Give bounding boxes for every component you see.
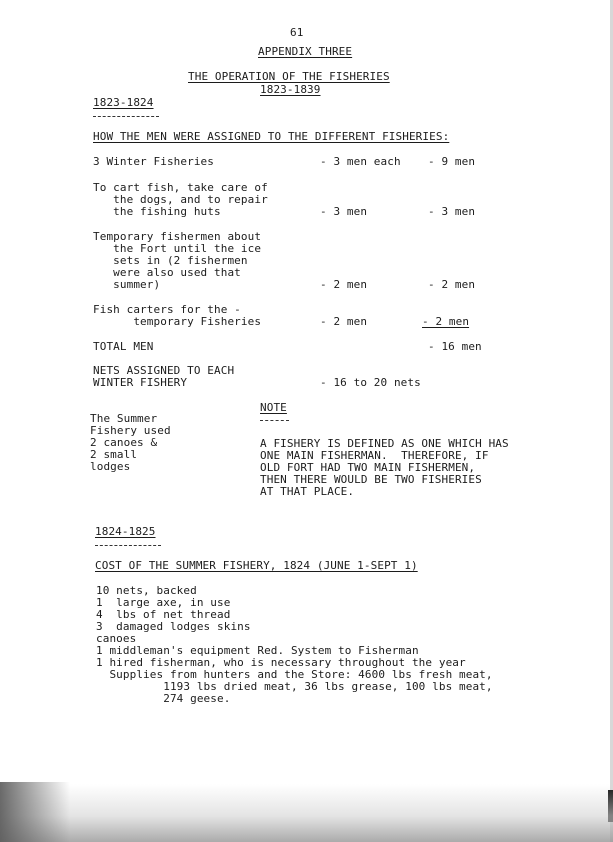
- cost-item: canoes: [96, 632, 137, 645]
- row-label: To cart fish, take care of: [93, 181, 268, 194]
- section2-year: 1824-1825: [95, 525, 156, 538]
- cost-item: 1 large axe, in use: [96, 596, 231, 609]
- main-title: THE OPERATION OF THE FISHERIES: [188, 70, 390, 83]
- row-men-total: - 2 men: [422, 315, 470, 328]
- row-label: the dogs, and to repair: [93, 193, 268, 206]
- cost-item: 274 geese.: [96, 692, 231, 705]
- row-label: 3 Winter Fisheries: [93, 155, 215, 168]
- cost-item: 1 hired fisherman, who is necessary throughout the year: [96, 656, 466, 669]
- row-label: sets in (2 fishermen: [93, 254, 248, 267]
- side-note-line: Fishery used: [90, 424, 171, 437]
- total-label: TOTAL MEN: [93, 340, 154, 353]
- cost-item: 1 middleman's equipment Red. System to Fisherman: [96, 644, 419, 657]
- nets-value: - 16 to 20 nets: [320, 376, 421, 389]
- row-men-each: - 3 men: [320, 205, 368, 218]
- cost-item: 3 damaged lodges skins: [96, 620, 251, 633]
- row-label: Fish carters for the -: [93, 303, 241, 316]
- row-label: temporary Fisheries: [93, 315, 262, 328]
- row-label: Temporary fishermen about: [93, 230, 262, 243]
- note-text-line: A FISHERY IS DEFINED AS ONE WHICH HAS: [260, 437, 509, 450]
- row-men-each: - 2 men: [320, 278, 368, 291]
- section2-heading: COST OF THE SUMMER FISHERY, 1824 (JUNE 1-SEPT 1): [95, 559, 418, 572]
- total-value: - 16 men: [428, 340, 482, 353]
- note-text-line: ONE MAIN FISHERMAN. THEREFORE, IF: [260, 449, 489, 462]
- section1-year: 1823-1824: [93, 96, 154, 109]
- nets-label: NETS ASSIGNED TO EACH: [93, 364, 235, 377]
- cost-item: 4 lbs of net thread: [96, 608, 231, 621]
- row-label: summer): [93, 278, 161, 291]
- cost-item: 10 nets, backed: [96, 584, 197, 597]
- note-text-line: AT THAT PLACE.: [260, 485, 355, 498]
- side-note-line: 2 small: [90, 448, 138, 461]
- section1-year-rule: [93, 116, 159, 117]
- row-men-total: - 3 men: [428, 205, 476, 218]
- scan-bottom-shadow: [0, 784, 613, 842]
- page-number: 61: [290, 26, 304, 39]
- side-note-line: lodges: [90, 460, 131, 473]
- row-men-each: - 3 men each: [320, 155, 401, 168]
- main-years: 1823-1839: [260, 83, 321, 96]
- row-label: were also used that: [93, 266, 241, 279]
- note-heading: NOTE: [260, 401, 287, 414]
- row-label: the Fort until the ice: [93, 242, 262, 255]
- cost-item: 1193 lbs dried meat, 36 lbs grease, 100 lbs meat,: [96, 680, 493, 693]
- section2-year-rule: [95, 545, 161, 546]
- nets-label: WINTER FISHERY: [93, 376, 188, 389]
- scan-corner-shadow: [0, 782, 70, 842]
- appendix-title: APPENDIX THREE: [258, 45, 353, 58]
- note-heading-rule: [260, 420, 289, 421]
- cost-item: Supplies from hunters and the Store: 4600 lbs fresh meat,: [96, 668, 493, 681]
- side-note-line: The Summer: [90, 412, 158, 425]
- note-text-line: THEN THERE WOULD BE TWO FISHERIES: [260, 473, 482, 486]
- row-men-total: - 9 men: [428, 155, 476, 168]
- note-text-line: OLD FORT HAD TWO MAIN FISHERMEN,: [260, 461, 476, 474]
- side-note-line: 2 canoes &: [90, 436, 158, 449]
- row-label: the fishing huts: [93, 205, 221, 218]
- row-men-each: - 2 men: [320, 315, 368, 328]
- section1-heading: HOW THE MEN WERE ASSIGNED TO THE DIFFERENT FISHERIES:: [93, 130, 450, 143]
- row-men-total: - 2 men: [428, 278, 476, 291]
